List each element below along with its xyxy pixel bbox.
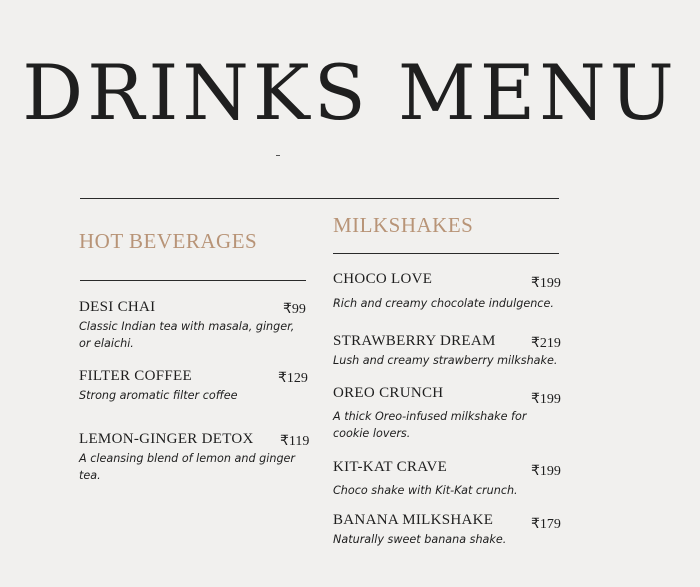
item-description: A cleansing blend of lemon and ginger tea. [79, 452, 296, 482]
item-price: ₹119 [280, 434, 310, 449]
item-name: CHOCO LOVE [333, 271, 433, 287]
item-price: ₹179 [531, 517, 561, 532]
section-title-hot-beverages: HOT BEVERAGES [79, 229, 258, 253]
hot-beverages-divider [80, 280, 306, 281]
item-price: ₹199 [531, 392, 561, 407]
item-name: BANANA MILKSHAKE [333, 512, 494, 528]
item-price: ₹129 [278, 371, 308, 386]
item-description: Lush and creamy strawberry milkshake. [333, 354, 558, 367]
item-price: ₹99 [283, 302, 306, 317]
item-description: Naturally sweet banana shake. [333, 533, 507, 546]
item-description: Choco shake with Kit-Kat crunch. [333, 484, 518, 497]
decorative-mark [276, 155, 280, 156]
item-description: Strong aromatic filter coffee [79, 389, 238, 402]
item-price: ₹219 [531, 336, 561, 351]
item-price: ₹199 [531, 276, 561, 291]
item-price: ₹199 [531, 464, 561, 479]
milkshakes-divider [333, 253, 559, 254]
item-name: LEMON-GINGER DETOX [79, 431, 254, 447]
item-name: OREO CRUNCH [333, 385, 444, 401]
item-description: Classic Indian tea with masala, ginger, or elaichi. [79, 320, 295, 350]
item-description: Rich and creamy chocolate indulgence. [333, 297, 554, 310]
item-name: STRAWBERRY DREAM [333, 333, 496, 349]
top-divider [80, 198, 559, 199]
item-name: DESI CHAI [79, 299, 156, 315]
item-name: KIT-KAT CRAVE [333, 459, 448, 475]
page-title: DRINKS MENU [22, 48, 678, 137]
section-title-milkshakes: MILKSHAKES [333, 213, 474, 237]
item-name: FILTER COFFEE [79, 368, 192, 384]
item-description: A thick Oreo-infused milkshake for cookie lovers. [333, 410, 527, 440]
